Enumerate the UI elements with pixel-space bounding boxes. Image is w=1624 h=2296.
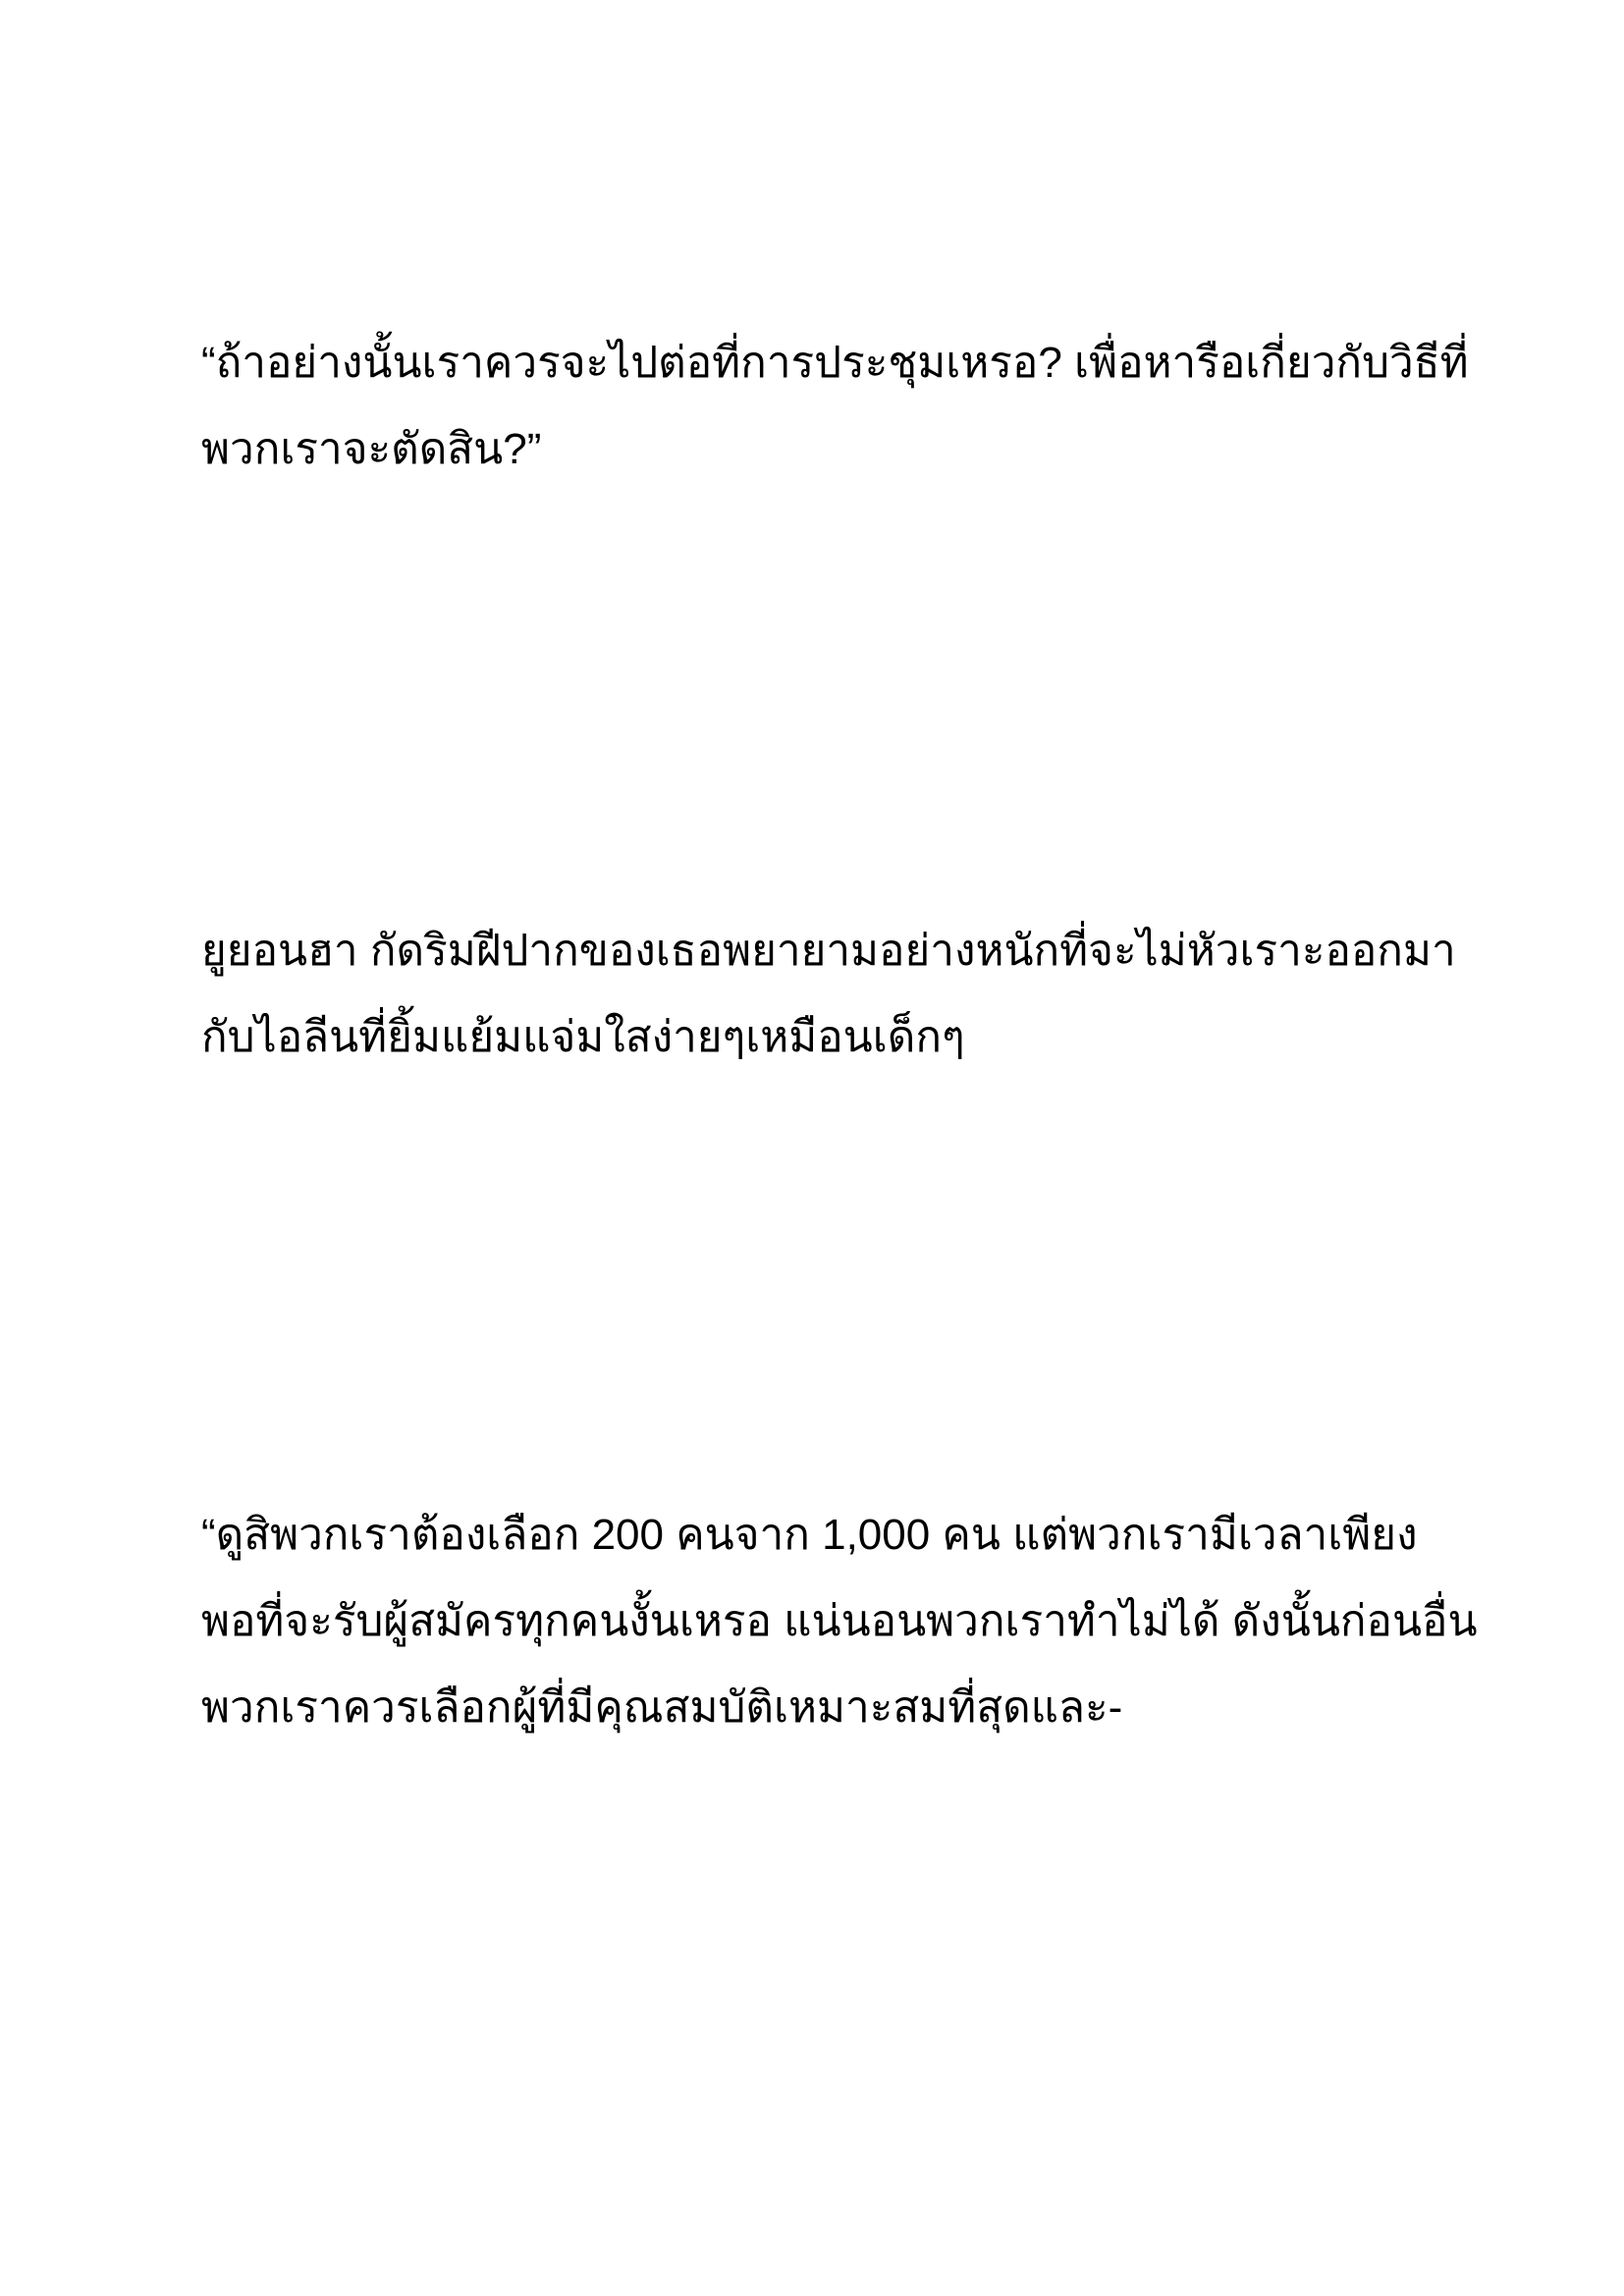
text-line: พวกเราจะตัดสิน?” (201, 425, 542, 473)
dialogue-paragraph (201, 320, 1469, 493)
text-line: ยูยอนฮา กัดริมฝีปากของเธอพยายามอย่างหนักที่จะไม่หัวเราะออกมา (201, 927, 1456, 975)
text-line: “ดูสิพวกเราต้องเลือก 200 คนจาก 1,000 คน แต่พวกเรามีเวลาเพียง (201, 1511, 1418, 1559)
narration-paragraph (201, 908, 1456, 1081)
text-line: “ถ้าอย่างนั้นเราควรจะไปต่อที่การประชุมเหรอ? เพื่อหารือเกี่ยวกับวิธีที่ (201, 339, 1469, 387)
text-line: กับไอลีนที่ยิ้มแย้มแจ่มใสง่ายๆเหมือนเด็กๆ (201, 1013, 965, 1061)
dialogue-paragraph (201, 1492, 1478, 1751)
text-line: พวกเราควรเลือกผู้ที่มีคุณสมบัติเหมาะสมที่สุดและ- (201, 1683, 1123, 1732)
text-line: พอที่จะรับผู้สมัครทุกคนงั้นเหรอ แน่นอนพวกเราทำไม่ได้ ดังนั้นก่อนอื่น (201, 1597, 1478, 1645)
